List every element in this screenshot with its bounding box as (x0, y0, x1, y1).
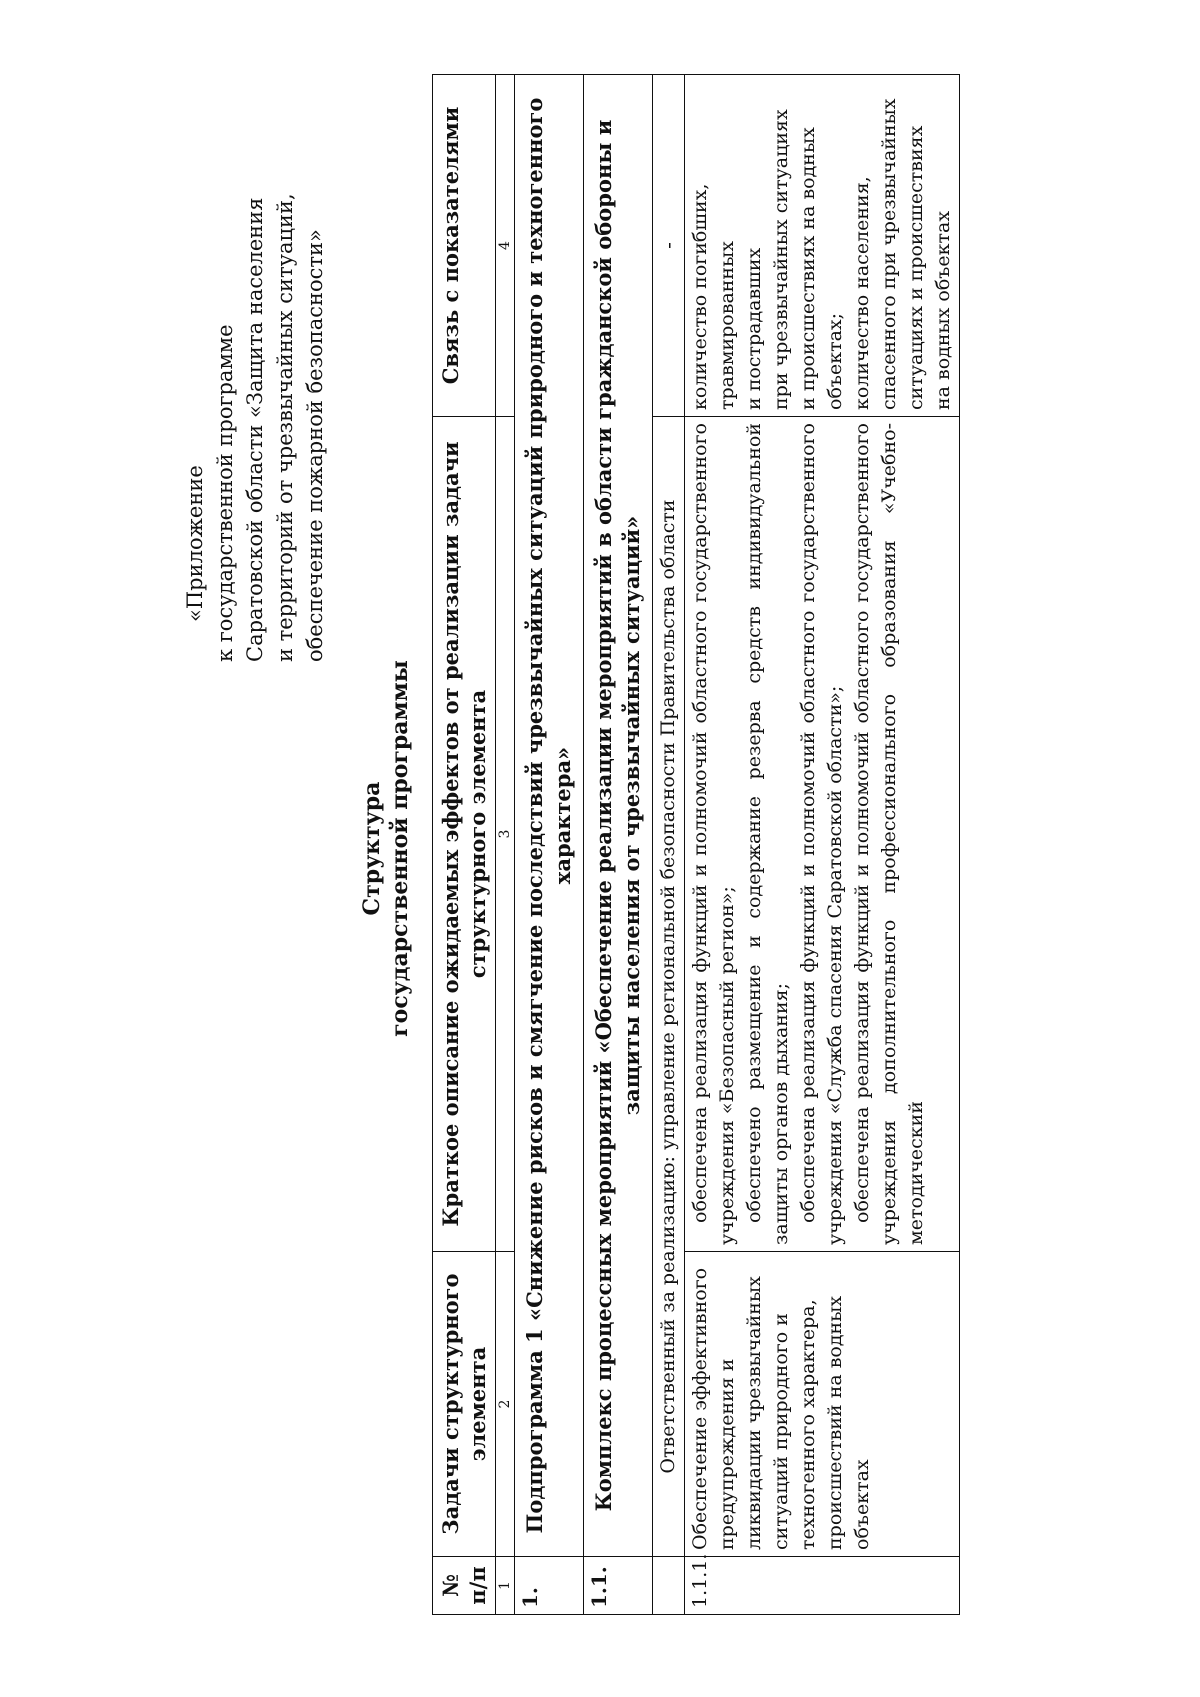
title-line-1: Структура (359, 781, 385, 916)
responsible-link: - (653, 75, 685, 417)
structure-table (432, 74, 960, 1615)
responsible-text: Ответственный за реализацию: управление региональной безопасности Правительства области (653, 417, 685, 1557)
indicator-line: на водных объектах (932, 210, 954, 410)
appendix-line: «Приложение (183, 465, 207, 622)
task-text: Обеспечение эффективного предупреждения и ликвидации чрезвычайных ситуаций природного и техногенного характера, происшествий на водных объектах (685, 1252, 960, 1557)
document-title (358, 0, 414, 1697)
indicator-line: и происшествиях на водных (797, 127, 819, 410)
header-link: Связь с показателями (433, 75, 496, 417)
task-num: 1.1.1. (685, 1557, 960, 1615)
header-row (433, 75, 496, 1615)
indicator-line: количество погибших, (689, 183, 711, 410)
indicator-line: объектах; (824, 312, 846, 410)
indicator-line: ситуациях и происшествиях (905, 125, 927, 410)
col-number: 3 (496, 417, 515, 1252)
header-num: № п/п (433, 1557, 496, 1615)
responsible-row (653, 75, 685, 1615)
header-effects: Краткое описание ожидаемых эффектов от реализации задачи структурного элемента (433, 417, 496, 1252)
effects-cell (685, 417, 960, 1252)
complex-title: Комплекс процессных мероприятий «Обеспечение реализации мероприятий в области гражданской обороны и защиты населения от чрезвычайных ситуаций» (584, 75, 653, 1557)
complex-row (584, 75, 653, 1615)
indicators-cell (685, 75, 960, 417)
indicator-line: травмированных (716, 241, 738, 410)
appendix-line: обеспечение пожарной безопасности» (303, 229, 327, 662)
indicator-line: спасенного при чрезвычайных (878, 98, 900, 410)
col-number: 2 (496, 1252, 515, 1557)
subprogram-row (515, 75, 584, 1615)
subprogram-title: Подпрограмма 1 «Снижение рисков и смягчение последствий чрезвычайных ситуаций природного и техногенного характера» (515, 75, 584, 1557)
appendix-line: к государственной программе (213, 324, 237, 662)
indicator-line: и пострадавших (743, 247, 765, 410)
appendix-line: и территорий от чрезвычайных ситуаций, (273, 193, 297, 662)
header-task: Задачи структурного элемента (433, 1252, 496, 1557)
effect-item: обеспечено размещение и содержание резерва средств индивидуальной защиты органов дыхания; (743, 423, 792, 1245)
subprogram-num: 1. (515, 1557, 584, 1615)
effect-item: обеспечена реализация функций и полномочий областного государственного учреждения «Служба спасения Саратовской области»; (797, 423, 846, 1245)
empty-cell (653, 1557, 685, 1615)
indicator-line: при чрезвычайных ситуациях (770, 109, 792, 410)
effect-item: обеспечена реализация функций и полномочий областного государственного учреждения «Безопасный регион»; (689, 423, 738, 1245)
appendix-line: Саратовской области «Защита населения (243, 197, 267, 662)
task-row (685, 75, 960, 1615)
column-number-row (496, 75, 515, 1615)
title-line-2: государственной программы (387, 660, 413, 1037)
col-number: 1 (496, 1557, 515, 1615)
complex-num: 1.1. (584, 1557, 653, 1615)
col-number: 4 (496, 75, 515, 417)
effect-item: обеспечена реализация функций и полномочий областного государственного учреждения дополнительного профессионального образования «Учебно-методический (851, 423, 927, 1245)
appendix-heading (180, 22, 330, 662)
indicator-line: количество населения, (851, 176, 873, 410)
